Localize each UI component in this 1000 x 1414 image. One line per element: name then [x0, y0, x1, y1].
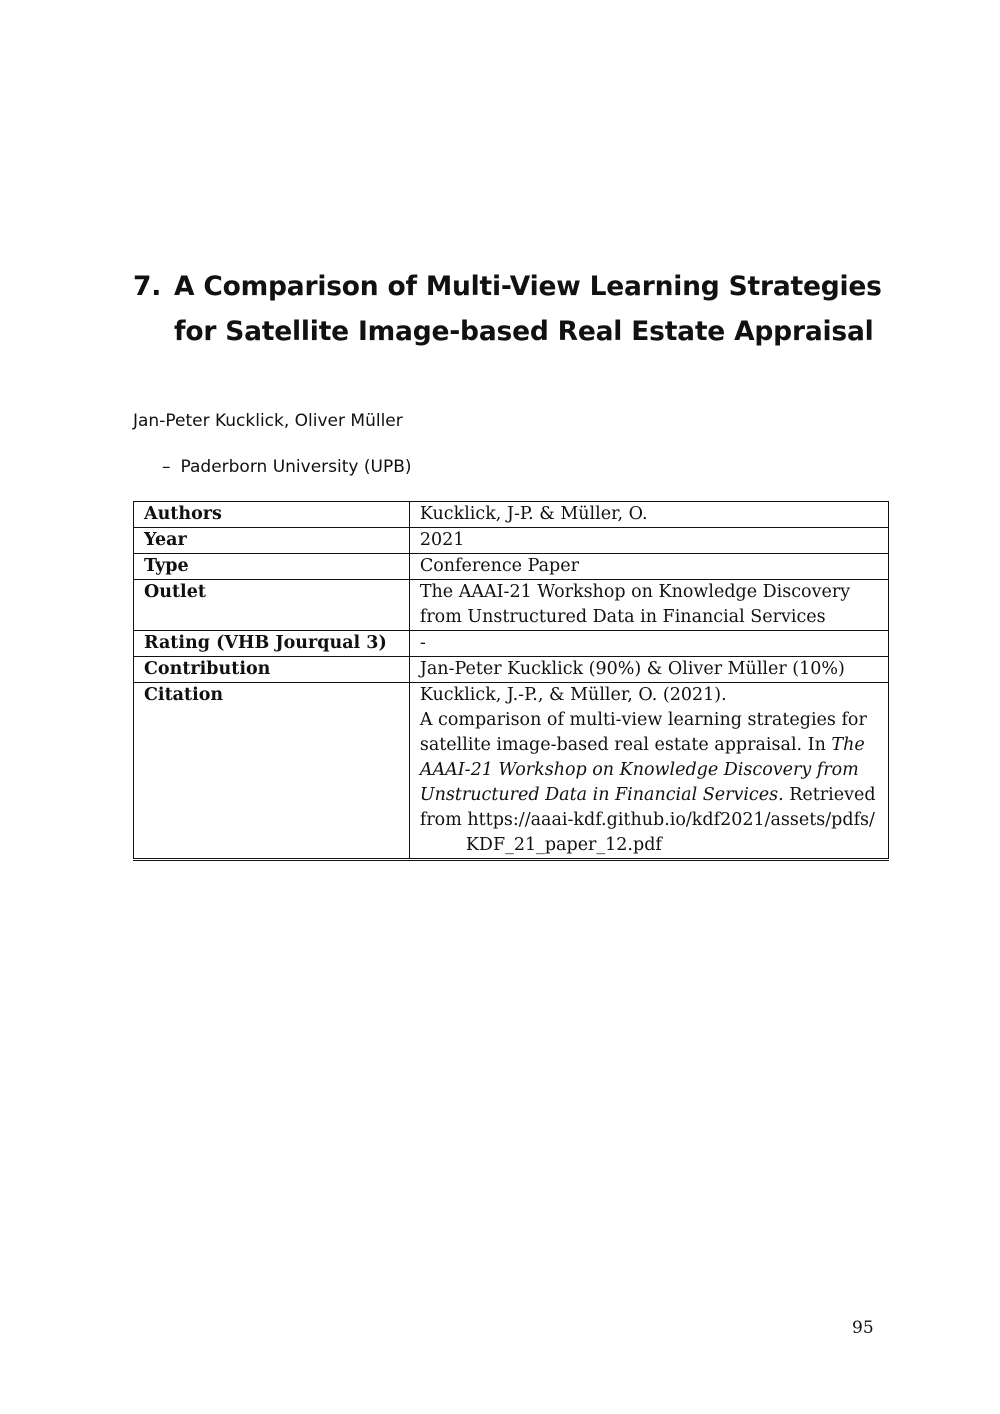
row-value-outlet	[409, 580, 888, 631]
row-label-contribution: Contribution	[134, 657, 410, 683]
chapter-number: 7.	[133, 271, 162, 302]
table-row	[134, 657, 889, 683]
citation-line-6: from https://aaai-kdf.github.io/kdf2021/assets/pdfs/	[419, 810, 875, 830]
affiliation-dash: –	[162, 457, 171, 477]
citation-line-3-plain: satellite image-based real estate appraisal. In	[419, 735, 832, 755]
row-label-outlet: Outlet	[134, 580, 410, 631]
citation-line-4: AAAI-21 Workshop on Knowledge Discovery from	[419, 760, 859, 780]
row-value-authors: Kucklick, J-P. & Müller, O.	[409, 502, 888, 528]
citation-line-5-italic: Unstructured Data in Financial Services.	[419, 785, 784, 805]
authors-line: Jan-Peter Kucklick, Oliver Müller	[133, 411, 403, 431]
citation-line-3-italic: The	[831, 735, 865, 755]
row-label-year: Year	[134, 528, 410, 554]
outlet-line-1: The AAAI-21 Workshop on Knowledge Discovery	[419, 582, 851, 602]
table-row	[134, 528, 889, 554]
chapter-title	[133, 264, 893, 354]
chapter-title-text: A Comparison of Multi-View Learning Strategies for Satellite Image-based Real Estate Appraisal	[174, 271, 882, 347]
affiliation-line	[162, 455, 412, 479]
publication-info-table	[133, 501, 889, 861]
row-value-year: 2021	[409, 528, 888, 554]
citation-line-5	[420, 783, 878, 808]
citation-line-2: A comparison of multi-view learning strategies for	[419, 710, 867, 730]
row-value-rating: -	[409, 631, 888, 657]
affiliation-name: Paderborn University (UPB)	[180, 457, 412, 477]
table-row	[134, 631, 889, 657]
row-value-type: Conference Paper	[409, 554, 888, 580]
citation-line-3	[420, 733, 878, 758]
citation-line-7: KDF_21_paper_12.pdf	[465, 835, 662, 855]
table-row	[134, 683, 889, 860]
row-value-citation	[409, 683, 888, 860]
table-row	[134, 554, 889, 580]
table-row	[134, 580, 889, 631]
row-label-authors: Authors	[134, 502, 410, 528]
citation-line-1: Kucklick, J.-P., & Müller, O. (2021).	[419, 685, 727, 705]
citation-line-5-plain: Retrieved	[783, 785, 876, 805]
row-label-citation: Citation	[134, 683, 410, 860]
row-value-contribution: Jan-Peter Kucklick (90%) & Oliver Müller (10%)	[409, 657, 888, 683]
table-row	[134, 502, 889, 528]
row-label-type: Type	[134, 554, 410, 580]
outlet-line-2: from Unstructured Data in Financial Services	[419, 607, 826, 627]
page-number: 95	[852, 1318, 874, 1338]
row-label-rating: Rating (VHB Jourqual 3)	[134, 631, 410, 657]
